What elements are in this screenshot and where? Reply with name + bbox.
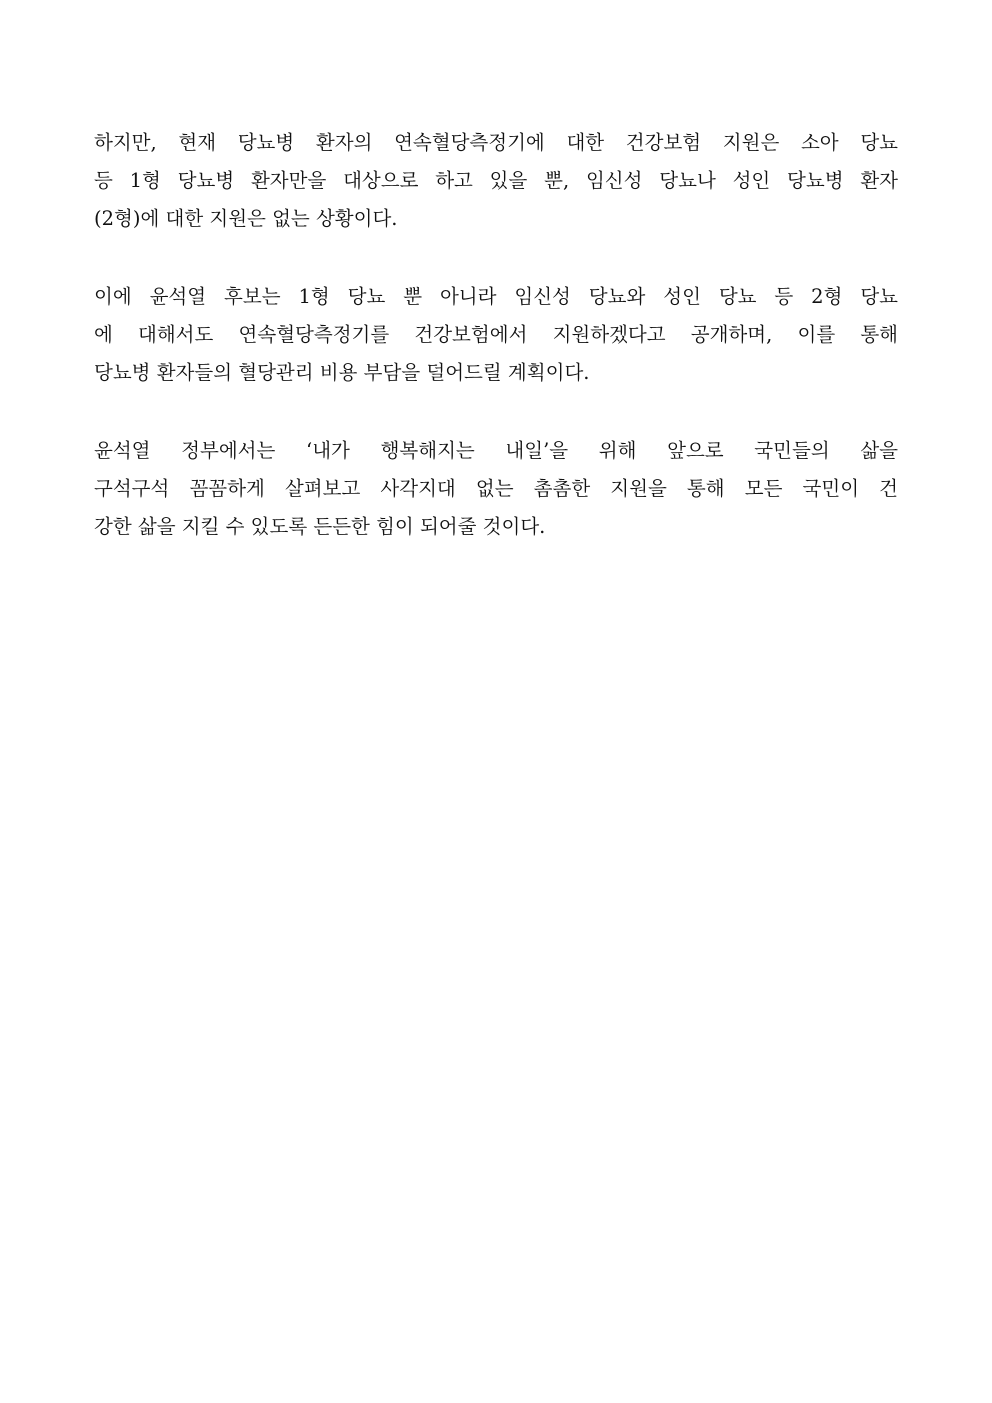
- document-body: [94, 124, 898, 586]
- paragraph-health-insurance-status: [94, 124, 898, 238]
- paragraph-candidate-pledge: [94, 278, 898, 392]
- paragraph-government-commitment: [94, 432, 898, 546]
- paragraph-line: 강한 삶을 지킬 수 있도록 든든한 힘이 되어줄 것이다.: [94, 515, 546, 538]
- paragraph-line: (2형)에 대한 지원은 없는 상황이다.: [94, 207, 398, 230]
- paragraph-line: 등 1형 당뇨병 환자만을 대상으로 하고 있을 뿐, 임신성 당뇨나 성인 당뇨병 환자: [94, 169, 898, 192]
- paragraph-line: 당뇨병 환자들의 혈당관리 비용 부담을 덜어드릴 계획이다.: [94, 361, 590, 384]
- paragraph-line: 하지만, 현재 당뇨병 환자의 연속혈당측정기에 대한 건강보험 지원은 소아 당뇨: [94, 131, 898, 154]
- paragraph-line: 에 대해서도 연속혈당측정기를 건강보험에서 지원하겠다고 공개하며, 이를 통해: [94, 323, 898, 346]
- paragraph-line: 이에 윤석열 후보는 1형 당뇨 뿐 아니라 임신성 당뇨와 성인 당뇨 등 2형 당뇨: [94, 285, 898, 308]
- paragraph-line: 윤석열 정부에서는 ‘내가 행복해지는 내일’을 위해 앞으로 국민들의 삶을: [94, 439, 898, 462]
- paragraph-line: 구석구석 꼼꼼하게 살펴보고 사각지대 없는 촘촘한 지원을 통해 모든 국민이 건: [94, 477, 898, 500]
